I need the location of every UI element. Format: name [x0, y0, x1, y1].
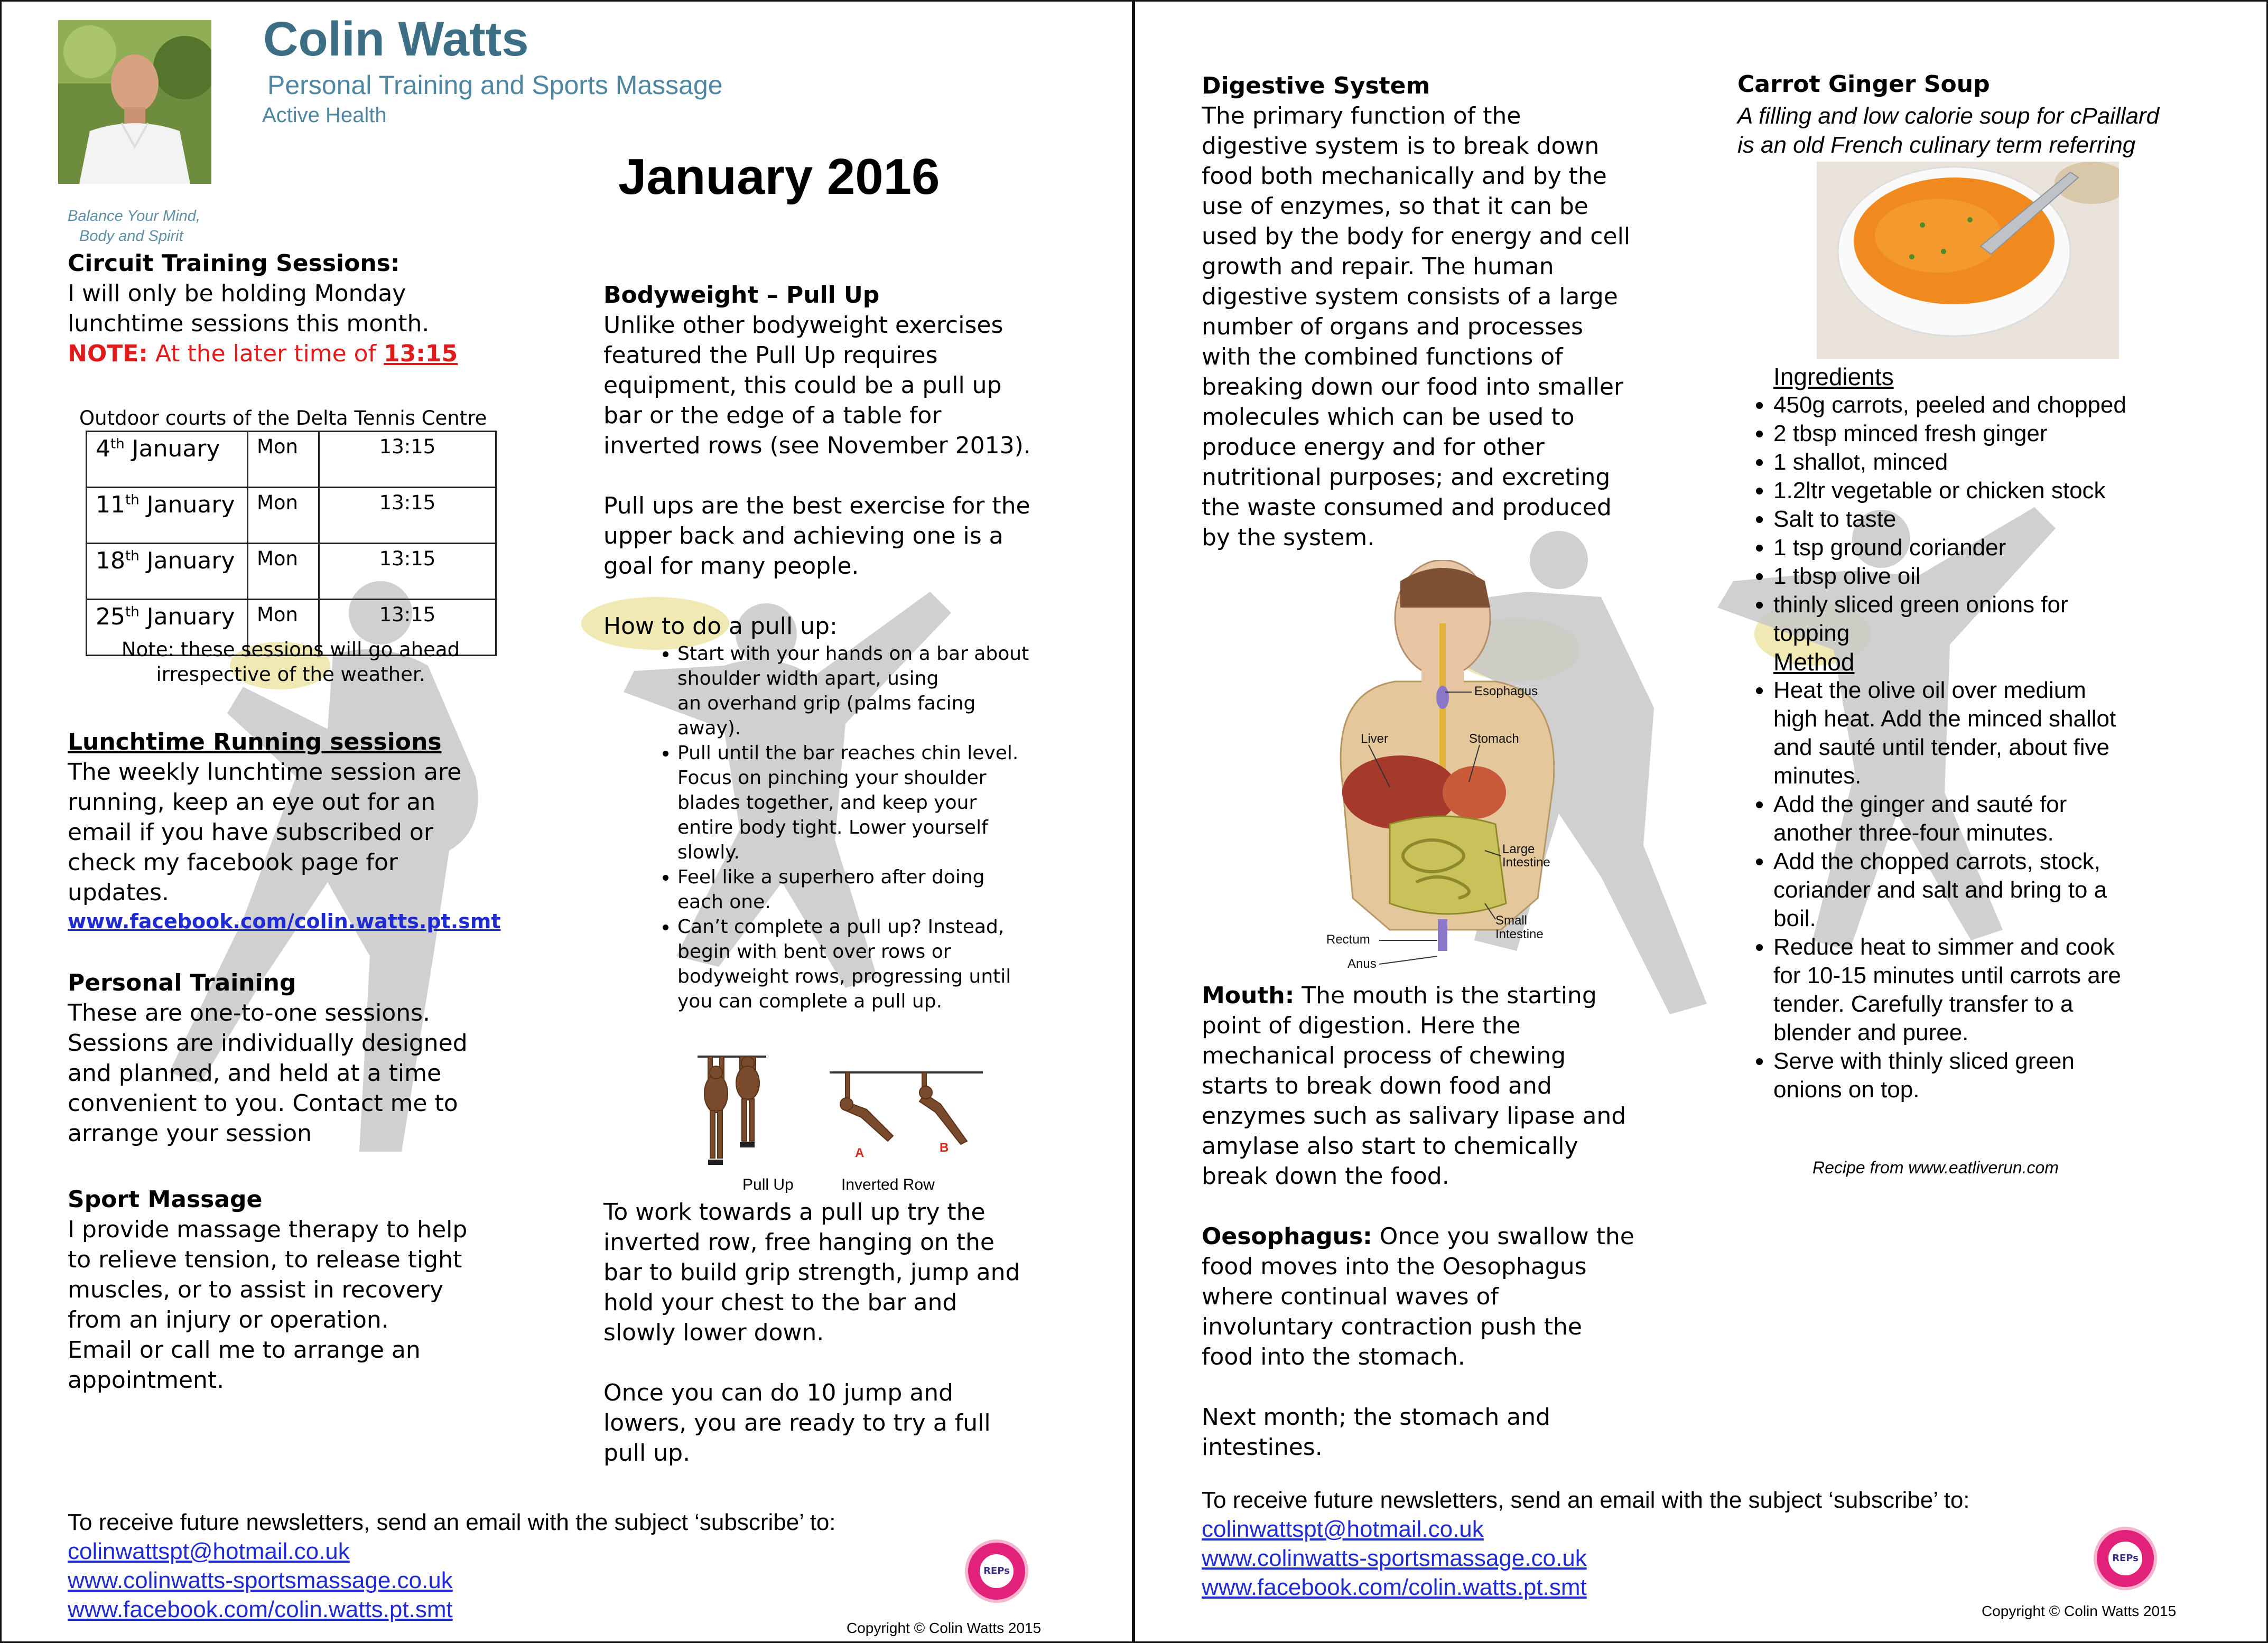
method-step-line: • Add the ginger and sauté for [1773, 791, 2067, 817]
header-name: Colin Watts [263, 12, 529, 66]
ingredient-item [1773, 562, 2249, 591]
pullup-progression-text [603, 1197, 1127, 1348]
method-step [1773, 847, 2249, 933]
ingredient-item [1773, 419, 2249, 448]
recipe-source: Recipe from www.eatliverun.com [1812, 1158, 2059, 1177]
pullup-howto: How to do a pull up: [603, 613, 838, 640]
digestive-line: produce energy and for other [1202, 434, 1545, 461]
label-anus: Anus [1347, 957, 1377, 971]
date-suffix: th [110, 436, 125, 452]
note-label: NOTE: [68, 340, 148, 367]
note-text: At the later time of [147, 340, 384, 367]
digestive-line: number of organs and processes [1202, 313, 1583, 340]
pullup-step-line: Focus on pinching your shoulder [677, 767, 987, 789]
recipe-subtitle [1737, 101, 2255, 160]
pullup-step-line: away). [677, 717, 741, 739]
pullup-step-line: each one. [677, 891, 771, 913]
date-day: 11 [96, 491, 125, 518]
massage-line: I provide massage therapy to help [68, 1216, 468, 1243]
personal-line: These are one-to-one sessions. [68, 1000, 431, 1026]
copyright-left: Copyright © Colin Watts 2015 [847, 1620, 1042, 1636]
method-step-line: onions on top. [1773, 1077, 1920, 1103]
date-suffix: th [125, 492, 140, 508]
massage-section [68, 1184, 570, 1395]
ingredient-item-line: • 1 tsp ground coriander [1773, 535, 2006, 561]
digestive-line: food both mechanically and by the [1202, 163, 1607, 190]
mouth-line [1202, 1101, 1725, 1131]
method-step-line: coriander and salt and bring to a [1773, 877, 2107, 903]
mouth-line [1202, 981, 1725, 1011]
ingredient-item-line: topping [1773, 620, 1850, 646]
running-text [68, 757, 570, 908]
personal-text [68, 998, 570, 1149]
oesophagus-text: food into the stomach. [1202, 1343, 1465, 1370]
email-link-right[interactable]: colinwattspt@hotmail.co.uk [1202, 1516, 1484, 1542]
digestive-text [1202, 101, 1725, 553]
pullup-step [677, 641, 1127, 741]
pullup-intro-line: featured the Pull Up requires [603, 342, 938, 369]
oesophagus-line [1202, 1312, 1725, 1342]
running-line: email if you have subscribed or [68, 819, 433, 846]
ingredients-heading: Ingredients [1773, 363, 1894, 390]
method-step-line: and sauté until tender, about five [1773, 734, 2110, 760]
pullup-benefit-line: goal for many people. [603, 553, 859, 580]
caption-inverted-row: Inverted Row [841, 1176, 935, 1193]
pullup-step-line: • Pull until the bar reaches chin level. [677, 742, 1019, 764]
oesophagus-line [1202, 1252, 1725, 1282]
method-step [1773, 1047, 2249, 1104]
ingredient-item-line: • 1 tbsp olive oil [1773, 563, 1921, 589]
schedule-weekday: Mon [248, 432, 319, 488]
pullup-final-text [603, 1378, 1127, 1468]
circuit-line-1: I will only be holding Monday [68, 280, 406, 307]
massage-line: Email or call me to arrange an [68, 1337, 421, 1364]
mouth-text: break down the food. [1202, 1163, 1449, 1190]
digestive-line: by the system. [1202, 524, 1375, 551]
schedule-date [87, 488, 248, 544]
running-line: check my facebook page for [68, 849, 398, 876]
pullup-label-a: A [855, 1146, 865, 1160]
digestive-line: with the combined functions of [1202, 343, 1563, 370]
next-month-line: Next month; the stomach and [1202, 1404, 1551, 1431]
page-divider [1132, 0, 1135, 1643]
pullup-step-line: • Can’t complete a pull up? Instead, [677, 916, 1005, 938]
oesophagus-text [1202, 1221, 1725, 1372]
recipe-subtitle-2: is an old French culinary term referring [1737, 132, 2136, 158]
schedule-date [87, 432, 248, 488]
profile-photo [58, 20, 211, 184]
date-month: January [139, 547, 235, 574]
massage-line: to relieve tension, to release tight [68, 1246, 462, 1273]
facebook-footer-link-right[interactable]: www.facebook.com/colin.watts.pt.smt [1202, 1574, 1587, 1600]
date-month: January [139, 491, 235, 518]
personal-line: arrange your session [68, 1120, 312, 1147]
date-day: 4 [96, 435, 110, 462]
pullup-label-b: B [940, 1141, 949, 1155]
schedule-weekday: Mon [248, 600, 319, 656]
pullup-progression [603, 1197, 1127, 1468]
pullup-progression-line: bar to build grip strength, jump and [603, 1259, 1020, 1286]
personal-line: Sessions are individually designed [68, 1030, 468, 1057]
pullup-benefit-line: upper back and achieving one is a [603, 522, 1003, 549]
mouth-text: The mouth is the starting [1294, 982, 1597, 1009]
method-step-line: tender. Carefully transfer to a [1773, 991, 2074, 1017]
right-footer [1202, 1486, 2153, 1602]
reps-badge-text-right: REPs [2108, 1542, 2142, 1575]
header-brand: Active Health [262, 104, 387, 127]
digestive-heading: Digestive System [1202, 72, 1430, 99]
massage-line: muscles, or to assist in recovery [68, 1276, 444, 1303]
pullup-step-line: blades together, and keep your [677, 792, 977, 814]
recipe-subtitle-1: A filling and low calorie soup for cPaillard [1737, 103, 2160, 129]
pullup-step [677, 865, 1127, 914]
oesophagus-text: food moves into the Oesophagus [1202, 1253, 1587, 1280]
ingredient-item [1773, 591, 2249, 648]
mouth-line [1202, 1041, 1725, 1071]
issue-title: January 2016 [618, 148, 940, 205]
mouth-line [1202, 1131, 1725, 1161]
schedule-time: 13:15 [319, 432, 496, 488]
method-step-line: boil. [1773, 905, 1816, 931]
schedule-row [87, 544, 496, 600]
reps-badge-icon [965, 1539, 1028, 1603]
pullup-progression-line: hold your chest to the bar and [603, 1289, 958, 1316]
oesophagus-line [1202, 1342, 1725, 1372]
circuit-section [68, 248, 570, 369]
pullup-illustration [687, 1051, 993, 1194]
method-step-line: minutes. [1773, 763, 1862, 789]
running-section [68, 727, 570, 935]
header-subtitle: Personal Training and Sports Massage [267, 70, 723, 100]
ingredient-item [1773, 534, 2249, 562]
massage-line: from an injury or operation. [68, 1306, 389, 1333]
note-time: 13:15 [384, 340, 458, 367]
facebook-link[interactable]: www.facebook.com/colin.watts.pt.smt [68, 910, 501, 933]
reps-badge-text: REPs [980, 1554, 1014, 1588]
pullup-step-line: • Start with your hands on a bar about [677, 643, 1029, 665]
method-step-line: • Heat the olive oil over medium [1773, 677, 2086, 703]
reps-badge-icon-right [2094, 1527, 2157, 1590]
pullup-final-line: Once you can do 10 jump and [603, 1379, 954, 1406]
mouth-text: point of digestion. Here the [1202, 1012, 1521, 1039]
schedule-row [87, 432, 496, 488]
digestive-line: molecules which can be used to [1202, 404, 1575, 431]
date-suffix: th [125, 604, 140, 620]
footnote-line-1: Note: these sessions will go ahead [121, 638, 460, 661]
ingredient-item-line: • 2 tbsp minced fresh ginger [1773, 421, 2048, 446]
label-large-2: Intestine [1502, 855, 1550, 870]
pullup-intro-line: bar or the edge of a table for [603, 402, 942, 429]
method-step-line: • Add the chopped carrots, stock, [1773, 848, 2100, 874]
oesophagus-line [1202, 1282, 1725, 1312]
personal-line: and planned, and held at a time [68, 1060, 442, 1087]
method-list [1737, 676, 2249, 1104]
digestive-section [1202, 71, 1725, 553]
mouth-line [1202, 1071, 1725, 1101]
label-small-1: Small [1495, 913, 1528, 928]
oesophagus-text: where continual waves of [1202, 1283, 1499, 1310]
label-liver: Liver [1361, 732, 1389, 746]
label-rectum: Rectum [1326, 932, 1370, 947]
massage-text [68, 1215, 570, 1395]
digestive-line: used by the body for energy and cell [1202, 223, 1631, 250]
mouth-text: mechanical process of chewing [1202, 1042, 1566, 1069]
ingredient-item [1773, 448, 2249, 477]
schedule-weekday: Mon [248, 544, 319, 600]
tagline-line-1: Balance Your Mind, [68, 208, 200, 225]
pullup-intro-line: Unlike other bodyweight exercises [603, 312, 1003, 339]
date-month: January [139, 603, 235, 630]
personal-heading: Personal Training [68, 969, 296, 996]
massage-line: appointment. [68, 1367, 225, 1394]
label-small-2: Intestine [1495, 927, 1544, 941]
pullup-step-line: an overhand grip (palms facing [677, 693, 976, 714]
schedule-caption: Outdoor courts of the Delta Tennis Centre [79, 407, 487, 430]
running-heading: Lunchtime Running sessions [68, 729, 442, 755]
running-line: The weekly lunchtime session are [68, 759, 462, 786]
schedule-row [87, 488, 496, 544]
pullup-step-line: begin with bent over rows or [677, 941, 951, 963]
schedule-time: 13:15 [319, 488, 496, 544]
mouth-text: amylase also start to chemically [1202, 1133, 1578, 1160]
ingredient-item [1773, 477, 2249, 505]
oesophagus-text: Once you swallow the [1372, 1223, 1634, 1250]
subscribe-intro-right: To receive future newsletters, send an email with the subject ‘subscribe’ to: [1202, 1487, 1970, 1513]
label-esophagus: Esophagus [1474, 684, 1538, 698]
personal-line: convenient to you. Contact me to [68, 1090, 458, 1117]
date-month: January [124, 435, 220, 462]
pullup-step-line: bodyweight rows, progressing until [677, 966, 1011, 987]
schedule-time: 13:15 [319, 544, 496, 600]
recipe-heading: Carrot Ginger Soup [1737, 71, 1990, 98]
schedule-footnote [85, 637, 497, 687]
pullup-benefit-line: Pull ups are the best exercise for the [603, 492, 1030, 519]
digestive-diagram [1310, 560, 1585, 977]
digestive-line: digestive system consists of a large [1202, 283, 1618, 310]
method-step [1773, 790, 2249, 847]
oesophagus-text: involuntary contraction push the [1202, 1313, 1582, 1340]
digestive-line: the waste consumed and produced [1202, 494, 1612, 521]
pullup-progression-line: slowly lower down. [603, 1319, 824, 1346]
pullup-step-line: entire body tight. Lower yourself [677, 817, 988, 838]
date-day: 18 [96, 547, 125, 574]
circuit-note [68, 339, 570, 369]
mouth-line [1202, 1161, 1725, 1191]
running-line: updates. [68, 879, 169, 906]
pullup-section [603, 280, 1127, 1014]
circuit-line-2: lunchtime sessions this month. [68, 310, 430, 337]
pullup-step-line: slowly. [677, 842, 740, 863]
ingredient-item [1773, 391, 2249, 419]
pullup-step [677, 741, 1127, 865]
schedule-table [86, 431, 497, 656]
label-large-1: Large [1502, 842, 1535, 856]
tagline [68, 206, 226, 246]
next-month-line: intestines. [1202, 1434, 1323, 1461]
personal-section [68, 968, 570, 1149]
running-line: running, keep an eye out for an [68, 789, 436, 816]
soup-photo [1817, 162, 2119, 359]
mouth-text [1202, 981, 1725, 1191]
label-stomach: Stomach [1469, 732, 1519, 746]
schedule-date [87, 544, 248, 600]
massage-heading: Sport Massage [68, 1186, 263, 1213]
pullup-final-line: pull up. [603, 1440, 691, 1467]
digestive-line: nutritional purposes; and excreting [1202, 464, 1611, 491]
method-heading: Method [1773, 648, 1855, 676]
ingredient-item-line: • 450g carrots, peeled and chopped [1773, 392, 2126, 418]
method-step-line: blender and puree. [1773, 1020, 1969, 1045]
pullup-steps [603, 641, 1127, 1014]
ingredient-item [1773, 505, 2249, 534]
method-step-line: high heat. Add the minced shallot [1773, 706, 2116, 732]
website-link[interactable]: www.colinwatts-sportsmassage.co.uk [68, 1567, 453, 1593]
footnote-line-2: irrespective of the weather. [156, 663, 425, 686]
mouth-label: Mouth: [1202, 982, 1295, 1009]
method-step-line: another three-four minutes. [1773, 820, 2054, 846]
copyright-right: Copyright © Colin Watts 2015 [1982, 1603, 2177, 1619]
pullup-step-line: you can complete a pull up. [677, 991, 943, 1012]
website-link-right[interactable]: www.colinwatts-sportsmassage.co.uk [1202, 1545, 1587, 1571]
digestive-line: The primary function of the [1202, 102, 1521, 129]
ingredients-list [1737, 391, 2249, 648]
digestive-line: growth and repair. The human [1202, 253, 1554, 280]
pullup-progression-line: inverted row, free hanging on the [603, 1229, 994, 1256]
method-step-line: • Serve with thinly sliced green [1773, 1048, 2075, 1074]
email-link[interactable]: colinwattspt@hotmail.co.uk [68, 1538, 350, 1564]
pullup-intro-line: equipment, this could be a pull up [603, 372, 1002, 399]
digestive-line: digestive system is to break down [1202, 133, 1600, 160]
tagline-line-2: Body and Spirit [79, 228, 183, 245]
ingredient-item-line: • 1.2ltr vegetable or chicken stock [1773, 478, 2106, 503]
digestive-line: use of enzymes, so that it can be [1202, 193, 1588, 220]
schedule-time: 13:15 [319, 600, 496, 656]
pullup-final-line: lowers, you are ready to try a full [603, 1409, 991, 1436]
mouth-line [1202, 1011, 1725, 1041]
mouth-text: starts to break down food and [1202, 1072, 1552, 1099]
subscribe-intro: To receive future newsletters, send an email with the subject ‘subscribe’ to: [68, 1509, 836, 1535]
next-month-text [1202, 1402, 1725, 1462]
date-suffix: th [125, 548, 140, 564]
method-step-line: for 10-15 minutes until carrots are [1773, 963, 2121, 988]
pullup-step-line: shoulder width apart, using [677, 668, 939, 689]
pullup-step-line: • Feel like a superhero after doing [677, 866, 985, 888]
pullup-intro-line: inverted rows (see November 2013). [603, 432, 1031, 459]
caption-pullup: Pull Up [742, 1176, 794, 1193]
oesophagus-line [1202, 1221, 1725, 1252]
ingredient-item-line: • 1 shallot, minced [1773, 449, 1948, 475]
left-footer [68, 1508, 1019, 1624]
pullup-intro [603, 310, 1127, 461]
method-step [1773, 933, 2249, 1047]
circuit-heading: Circuit Training Sessions: [68, 250, 400, 277]
pullup-heading: Bodyweight – Pull Up [603, 282, 880, 309]
oesophagus-label: Oesophagus: [1202, 1223, 1372, 1250]
digestive-line: breaking down our food into smaller [1202, 374, 1624, 400]
mouth-text: enzymes such as salivary lipase and [1202, 1103, 1626, 1129]
ingredient-item-line: • Salt to taste [1773, 506, 1897, 532]
mouth-section [1202, 981, 1725, 1462]
facebook-footer-link[interactable]: www.facebook.com/colin.watts.pt.smt [68, 1597, 453, 1622]
pullup-benefits [603, 491, 1127, 581]
schedule-weekday: Mon [248, 488, 319, 544]
pullup-progression-line: To work towards a pull up try the [603, 1199, 986, 1226]
recipe-body [1773, 362, 2249, 1104]
ingredient-item-line: • thinly sliced green onions for [1773, 592, 2068, 618]
method-step [1773, 676, 2249, 790]
date-day: 25 [96, 603, 125, 630]
method-step-line: • Reduce heat to simmer and cook [1773, 934, 2115, 960]
pullup-step [677, 914, 1127, 1014]
